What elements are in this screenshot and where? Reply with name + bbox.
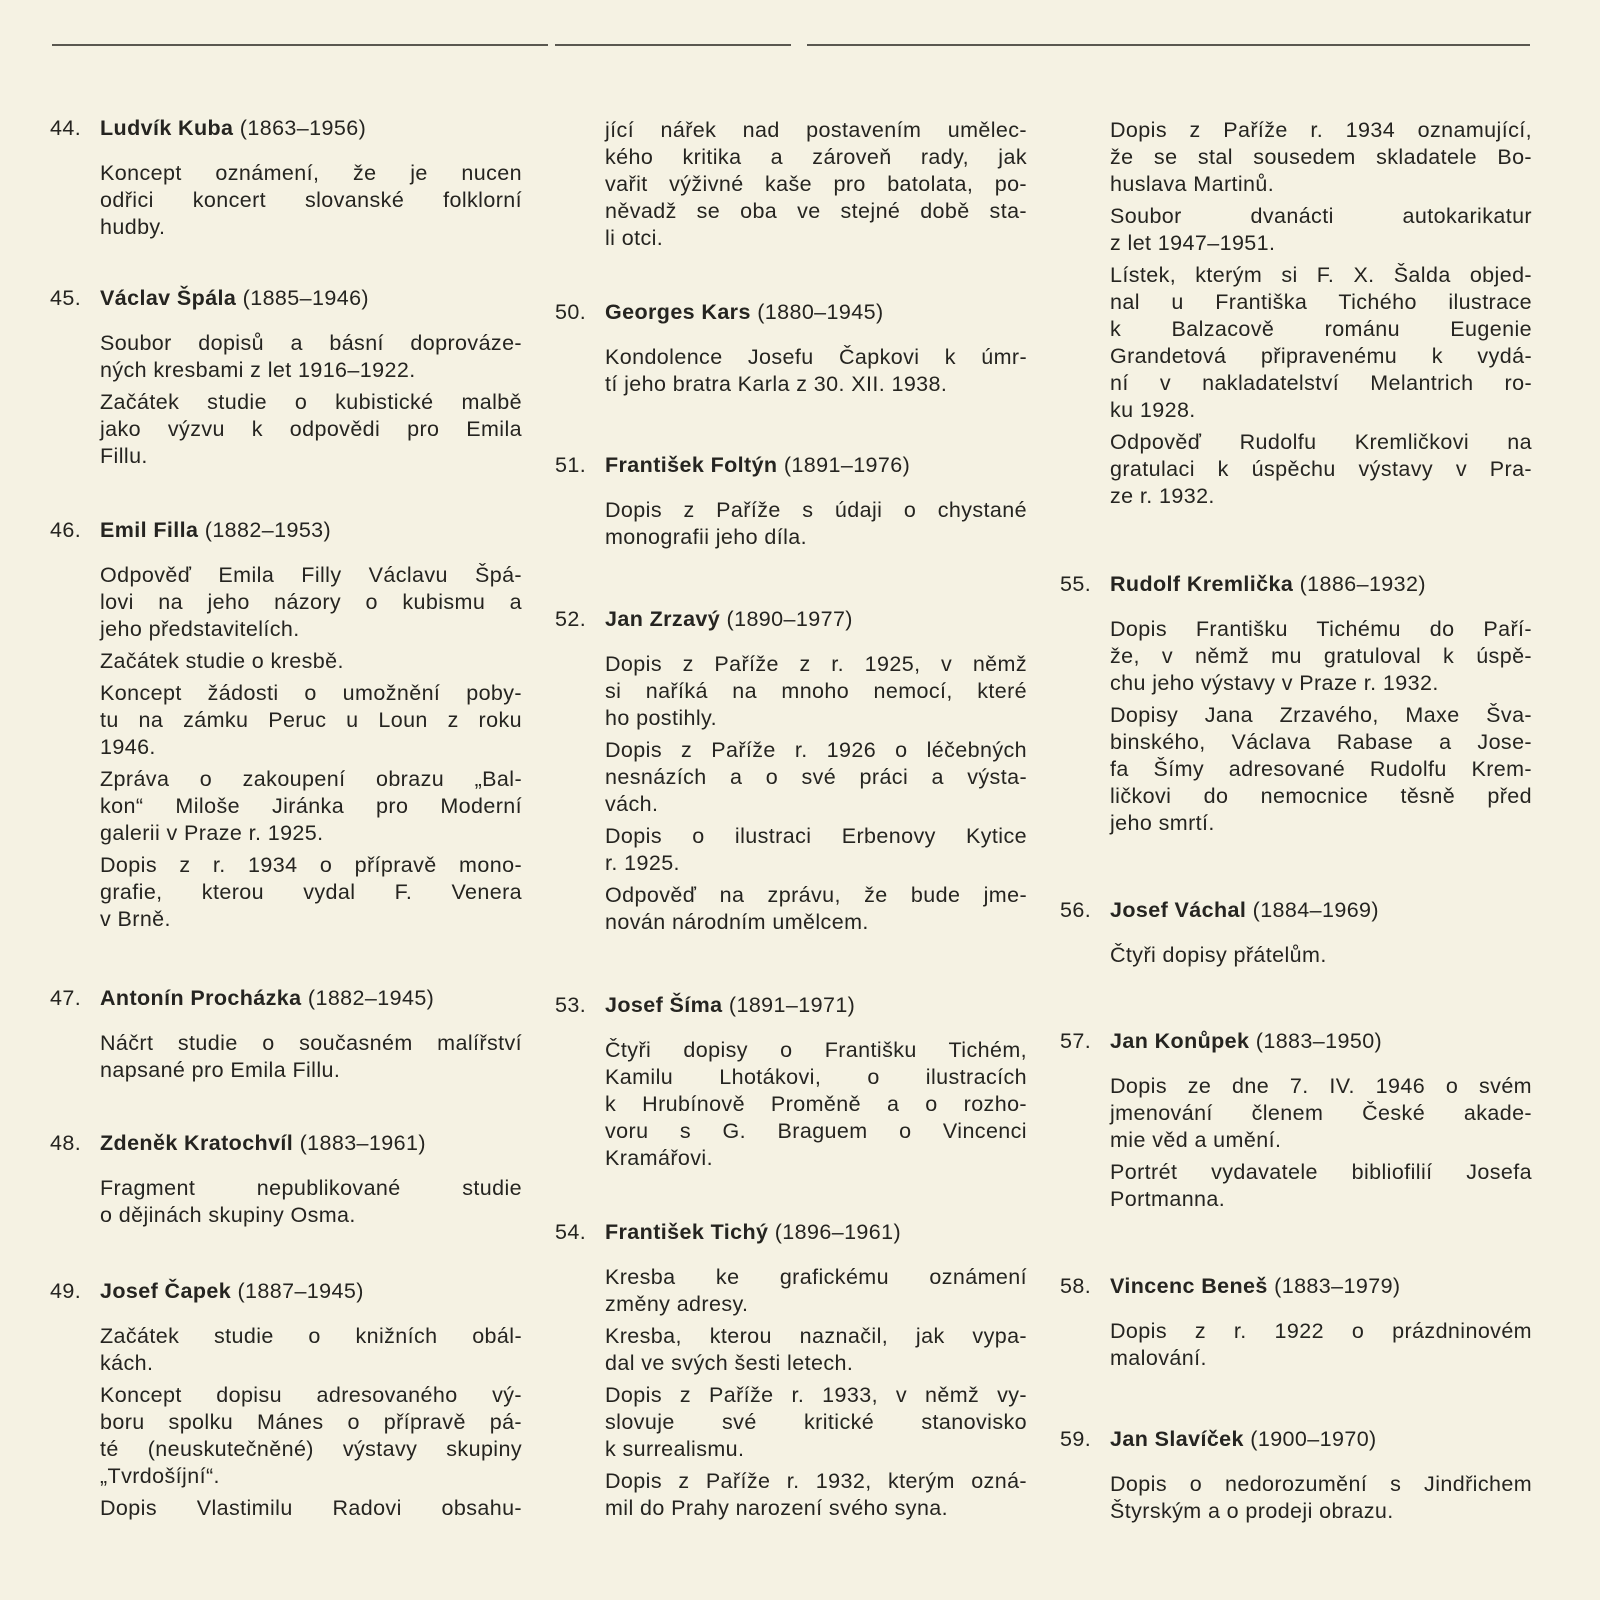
catalog-entry — [555, 992, 1027, 1177]
text-line: li otci. — [605, 226, 664, 250]
text-line: Dopis z Paříže r. 1933, v němž vy- — [605, 1383, 1027, 1407]
text-line: Dopis z r. 1922 o prázdninovém — [1110, 1319, 1532, 1343]
text-line: Dopis Františku Tichému do Paří- — [1110, 617, 1532, 641]
artist-dates: (1883–1979) — [1274, 1274, 1401, 1298]
artist-dates: (1882–1953) — [204, 518, 332, 542]
artist-dates: (1887–1945) — [237, 1279, 364, 1303]
paragraph — [100, 389, 522, 470]
entry-number: 57. — [1060, 1029, 1092, 1053]
paragraph — [100, 852, 522, 933]
text-line: Začátek studie o kubistické malbě — [100, 390, 522, 414]
text-line: Odpověď Rudolfu Kremličkovi na — [1110, 430, 1532, 454]
paragraph — [605, 823, 1027, 877]
text-line: ných kresbami z let 1916–1922. — [100, 358, 416, 382]
paragraph — [1110, 1073, 1532, 1154]
text-line: nesnázích a o své práci a výsta- — [605, 765, 1027, 789]
paragraph — [1110, 942, 1532, 969]
artist-name: Ludvík Kuba — [100, 116, 234, 140]
text-line: mil do Prahy narození svého syna. — [605, 1496, 949, 1520]
entry-number: 58. — [1060, 1274, 1092, 1298]
artist-dates: (1883–1950) — [1255, 1029, 1383, 1053]
artist-name: Zdeněk Kratochvíl — [100, 1131, 294, 1155]
paragraph — [1110, 1159, 1532, 1213]
text-line: nován národním umělcem. — [605, 910, 869, 934]
text-line: Dopis o ilustraci Erbenovy Kytice — [605, 824, 1027, 848]
entry-heading — [1060, 1426, 1532, 1453]
entry-heading — [50, 1278, 522, 1305]
paragraph — [100, 766, 522, 847]
text-line: Lístek, kterým si F. X. Šalda objed- — [1110, 263, 1532, 287]
artist-dates: (1880–1945) — [757, 300, 884, 324]
entry-heading — [555, 606, 1027, 633]
entry-number: 49. — [50, 1279, 82, 1303]
text-line: že, v němž mu gratuloval k úspě- — [1110, 644, 1532, 668]
text-line: lovi na jeho názory o kubismu a — [100, 590, 522, 614]
text-line: hudby. — [100, 215, 166, 239]
text-line: kách. — [100, 1351, 154, 1375]
entry-heading — [1060, 571, 1532, 598]
text-line: boru spolku Mánes o přípravě pá- — [100, 1410, 522, 1434]
text-line: k Balzacově románu Eugenie — [1110, 317, 1532, 341]
text-line: ze r. 1932. — [1110, 484, 1215, 508]
artist-dates: (1885–1946) — [242, 286, 369, 310]
entry-heading — [1060, 1273, 1532, 1300]
text-line: té (neuskutečněné) výstavy skupiny — [100, 1437, 522, 1461]
catalog-entry — [50, 1130, 522, 1234]
text-line: Kramářovi. — [605, 1146, 713, 1170]
artist-dates: (1891–1971) — [728, 993, 856, 1017]
text-line: Dopis o nedorozumění s Jindřichem — [1110, 1472, 1532, 1496]
artist-dates: (1884–1969) — [1252, 898, 1379, 922]
artist-dates: (1882–1945) — [307, 986, 435, 1010]
artist-dates: (1896–1961) — [774, 1220, 902, 1244]
text-line: Čtyři dopisy o Františku Tichém, — [605, 1038, 1027, 1062]
text-line: Soubor dopisů a básní doprováze- — [100, 331, 522, 355]
text-line: o dějinách skupiny Osma. — [100, 1203, 356, 1227]
artist-name: Georges Kars — [605, 300, 751, 324]
catalog-entry — [50, 1278, 522, 1527]
text-line: si naříká na mnoho nemocí, které — [605, 679, 1027, 703]
paragraph — [1110, 616, 1532, 697]
text-line: z let 1947–1951. — [1110, 231, 1276, 255]
paragraph — [1110, 262, 1532, 424]
entry-heading — [50, 517, 522, 544]
paragraph — [605, 1264, 1027, 1318]
text-line: k surrealismu. — [605, 1437, 745, 1461]
text-line: ho postihly. — [605, 706, 717, 730]
text-line: „Tvrdošíjní“. — [100, 1464, 220, 1488]
paragraph — [1110, 702, 1532, 837]
text-line: Začátek studie o kresbě. — [100, 649, 344, 673]
catalog-entry — [1060, 897, 1532, 974]
text-line: chu jeho výstavy v Praze r. 1932. — [1110, 671, 1439, 695]
entry-number: 46. — [50, 518, 82, 542]
entry-number: 47. — [50, 986, 82, 1010]
entry-heading — [50, 115, 522, 142]
entry-number: 52. — [555, 607, 587, 631]
text-line: Fragment nepublikované studie — [100, 1176, 522, 1200]
text-line: jeho představitelích. — [100, 617, 300, 641]
paragraph — [100, 1495, 522, 1522]
text-line: Dopis z Paříže z r. 1925, v němž — [605, 652, 1027, 676]
entry-number: 53. — [555, 993, 587, 1017]
entry-heading — [555, 992, 1027, 1019]
paragraph — [100, 1382, 522, 1490]
text-line: Zpráva o zakoupení obrazu „Bal- — [100, 767, 522, 791]
entry-heading — [555, 1219, 1027, 1246]
text-line: Dopis z Paříže s údaji o chystané — [605, 498, 1027, 522]
text-line: Koncept žádosti o umožnění poby- — [100, 681, 522, 705]
paragraph — [605, 497, 1027, 551]
text-line: Dopis z Paříže r. 1934 oznamující, — [1110, 118, 1532, 142]
text-line: Náčrt studie o současném malířství — [100, 1031, 522, 1055]
entry-heading — [1060, 897, 1532, 924]
catalog-entry — [1060, 1426, 1532, 1530]
paragraph — [100, 160, 522, 241]
text-line: Soubor dvanácti autokarikatur — [1110, 204, 1532, 228]
text-line: kého kritika a zároveň rady, jak — [605, 145, 1027, 169]
text-line: tí jeho bratra Karla z 30. XII. 1938. — [605, 372, 948, 396]
text-line: tu na zámku Peruc u Loun z roku — [100, 708, 522, 732]
text-line: Kondolence Josefu Čapkovi k úmr- — [605, 345, 1027, 369]
entry-number: 50. — [555, 300, 587, 324]
artist-name: Vincenc Beneš — [1110, 1274, 1268, 1298]
text-line: Dopis z Paříže r. 1932, kterým ozná- — [605, 1469, 1027, 1493]
text-line: jeho smrtí. — [1110, 811, 1215, 835]
text-line: galerii v Praze r. 1925. — [100, 821, 324, 845]
entry-number: 59. — [1060, 1427, 1092, 1451]
paragraph — [100, 562, 522, 643]
artist-dates: (1891–1976) — [783, 453, 911, 477]
text-line: něvadž se oba ve stejné době sta- — [605, 199, 1027, 223]
artist-dates: (1900–1970) — [1250, 1427, 1377, 1451]
artist-name: František Foltýn — [605, 453, 778, 477]
catalog-entry — [555, 606, 1027, 941]
paragraph — [605, 882, 1027, 936]
text-line: Koncept dopisu adresovaného vý- — [100, 1383, 522, 1407]
text-line: huslava Martinů. — [1110, 172, 1275, 196]
text-line: Odpověď na zprávu, že bude jme- — [605, 883, 1027, 907]
entry-number: 56. — [1060, 898, 1092, 922]
entry-heading — [50, 1130, 522, 1157]
catalog-entry — [50, 115, 522, 246]
artist-dates: (1886–1932) — [1299, 572, 1426, 596]
paragraph — [605, 1323, 1027, 1377]
artist-name: Josef Čapek — [100, 1279, 232, 1303]
artist-name: Jan Zrzavý — [605, 607, 721, 631]
text-line: Kresba ke grafickému oznámení — [605, 1265, 1027, 1289]
text-line: Kresba, kterou naznačil, jak vypa- — [605, 1324, 1027, 1348]
text-line: ku 1928. — [1110, 398, 1196, 422]
paragraph — [605, 1037, 1027, 1172]
artist-name: Josef Váchal — [1110, 898, 1247, 922]
text-line: kon“ Miloše Jiránka pro Moderní — [100, 794, 522, 818]
catalog-entry — [1060, 1028, 1532, 1218]
catalog-entry — [1060, 571, 1532, 842]
artist-name: Václav Špála — [100, 286, 237, 310]
entry-heading — [50, 285, 522, 312]
catalog-entry — [50, 985, 522, 1089]
entry-heading — [555, 452, 1027, 479]
paragraph — [1110, 117, 1532, 198]
entry-heading — [50, 985, 522, 1012]
catalog-entry — [555, 299, 1027, 403]
paragraph — [605, 651, 1027, 732]
artist-name: Jan Slavíček — [1110, 1427, 1244, 1451]
artist-name: Jan Konůpek — [1110, 1029, 1250, 1053]
continued-entry — [1110, 117, 1532, 515]
text-line: r. 1925. — [605, 851, 680, 875]
paragraph — [605, 737, 1027, 818]
text-line: Dopis ze dne 7. IV. 1946 o svém — [1110, 1074, 1532, 1098]
text-line: vách. — [605, 792, 659, 816]
text-line: Dopisy Jana Zrzavého, Maxe Šva- — [1110, 703, 1532, 727]
paragraph — [100, 680, 522, 761]
text-line: jící nářek nad postavením umělec- — [605, 118, 1027, 142]
text-line: Portmanna. — [1110, 1187, 1226, 1211]
artist-dates: (1890–1977) — [726, 607, 853, 631]
text-line: ní v nakladatelství Melantrich ro- — [1110, 371, 1532, 395]
paragraph — [100, 330, 522, 384]
entry-number: 45. — [50, 286, 82, 310]
paragraph — [1110, 1471, 1532, 1525]
text-line: v Brně. — [100, 907, 171, 931]
text-line: 1946. — [100, 735, 156, 759]
text-line: že se stal sousedem skladatele Bo- — [1110, 145, 1532, 169]
paragraph — [100, 1323, 522, 1377]
text-line: Dopis Vlastimilu Radovi obsahu- — [100, 1496, 522, 1520]
entry-number: 54. — [555, 1220, 587, 1244]
artist-name: Antonín Procházka — [100, 986, 302, 1010]
top-rule — [807, 44, 1530, 46]
text-line: napsané pro Emila Fillu. — [100, 1058, 341, 1082]
text-line: nal u Františka Tichého ilustrace — [1110, 290, 1532, 314]
artist-dates: (1863–1956) — [239, 116, 367, 140]
text-line: Štyrským a o prodeji obrazu. — [1110, 1499, 1394, 1523]
text-line: Grandetová připravenému k vydá- — [1110, 344, 1532, 368]
text-line: Dopis z Paříže r. 1926 o léčebných — [605, 738, 1027, 762]
artist-name: Rudolf Kremlička — [1110, 572, 1294, 596]
paragraph — [100, 1030, 522, 1084]
text-line: Kamilu Lhotákovi, o ilustracích — [605, 1065, 1027, 1089]
paragraph — [1110, 1318, 1532, 1372]
entry-heading — [555, 299, 1027, 326]
text-line: monografii jeho díla. — [605, 525, 808, 549]
catalog-entry — [555, 1219, 1027, 1527]
entry-number: 51. — [555, 453, 587, 477]
catalog-entry — [555, 452, 1027, 556]
text-line: Odpověď Emila Filly Václavu Špá- — [100, 563, 522, 587]
paragraph — [605, 1382, 1027, 1463]
text-line: Portrét vydavatele bibliofilií Josefa — [1110, 1160, 1532, 1184]
paragraph — [1110, 429, 1532, 510]
artist-name: František Tichý — [605, 1220, 769, 1244]
text-line: změny adresy. — [605, 1292, 749, 1316]
catalog-entry — [50, 517, 522, 938]
catalog-entry — [50, 285, 522, 475]
text-line: jako výzvu k odpovědi pro Emila — [100, 417, 522, 441]
top-rule — [555, 44, 791, 46]
catalog-entry — [1060, 1273, 1532, 1377]
artist-dates: (1883–1961) — [299, 1131, 426, 1155]
text-line: Dopis z r. 1934 o přípravě mono- — [100, 853, 522, 877]
paragraph — [605, 1468, 1027, 1522]
text-line: dal ve svých šesti letech. — [605, 1351, 854, 1375]
text-line: fa Šímy adresované Rudolfu Krem- — [1110, 757, 1532, 781]
entry-number: 48. — [50, 1131, 82, 1155]
paragraph — [100, 1175, 522, 1229]
artist-name: Josef Šíma — [605, 993, 723, 1017]
top-rule — [52, 44, 548, 46]
text-line: k Hrubínově Proměně a o rozho- — [605, 1092, 1027, 1116]
text-line: grafie, kterou vydal F. Venera — [100, 880, 522, 904]
text-line: gratulaci k úspěchu výstavy v Pra- — [1110, 457, 1532, 481]
paragraph — [605, 117, 1027, 252]
text-line: jmenování členem České akade- — [1110, 1101, 1532, 1125]
text-line: mie věd a umění. — [1110, 1128, 1282, 1152]
paragraph — [1110, 203, 1532, 257]
text-line: odřici koncert slovanské folklorní — [100, 188, 522, 212]
entry-number: 44. — [50, 116, 82, 140]
entry-number: 55. — [1060, 572, 1092, 596]
text-line: Začátek studie o knižních obál- — [100, 1324, 522, 1348]
entry-heading — [1060, 1028, 1532, 1055]
text-line: voru s G. Braguem o Vincenci — [605, 1119, 1027, 1143]
paragraph — [100, 648, 522, 675]
artist-name: Emil Filla — [100, 518, 199, 542]
text-line: vařit výživné kaše pro batolata, po- — [605, 172, 1027, 196]
text-line: ličkovi do nemocnice těsně před — [1110, 784, 1532, 808]
text-line: Čtyři dopisy přátelům. — [1110, 943, 1327, 967]
continued-entry — [605, 117, 1027, 257]
paragraph — [605, 344, 1027, 398]
text-line: Fillu. — [100, 444, 148, 468]
text-line: Koncept oznámení, že je nucen — [100, 161, 522, 185]
text-line: malování. — [1110, 1346, 1207, 1370]
text-line: slovuje své kritické stanovisko — [605, 1410, 1027, 1434]
text-line: binského, Václava Rabase a Jose- — [1110, 730, 1532, 754]
